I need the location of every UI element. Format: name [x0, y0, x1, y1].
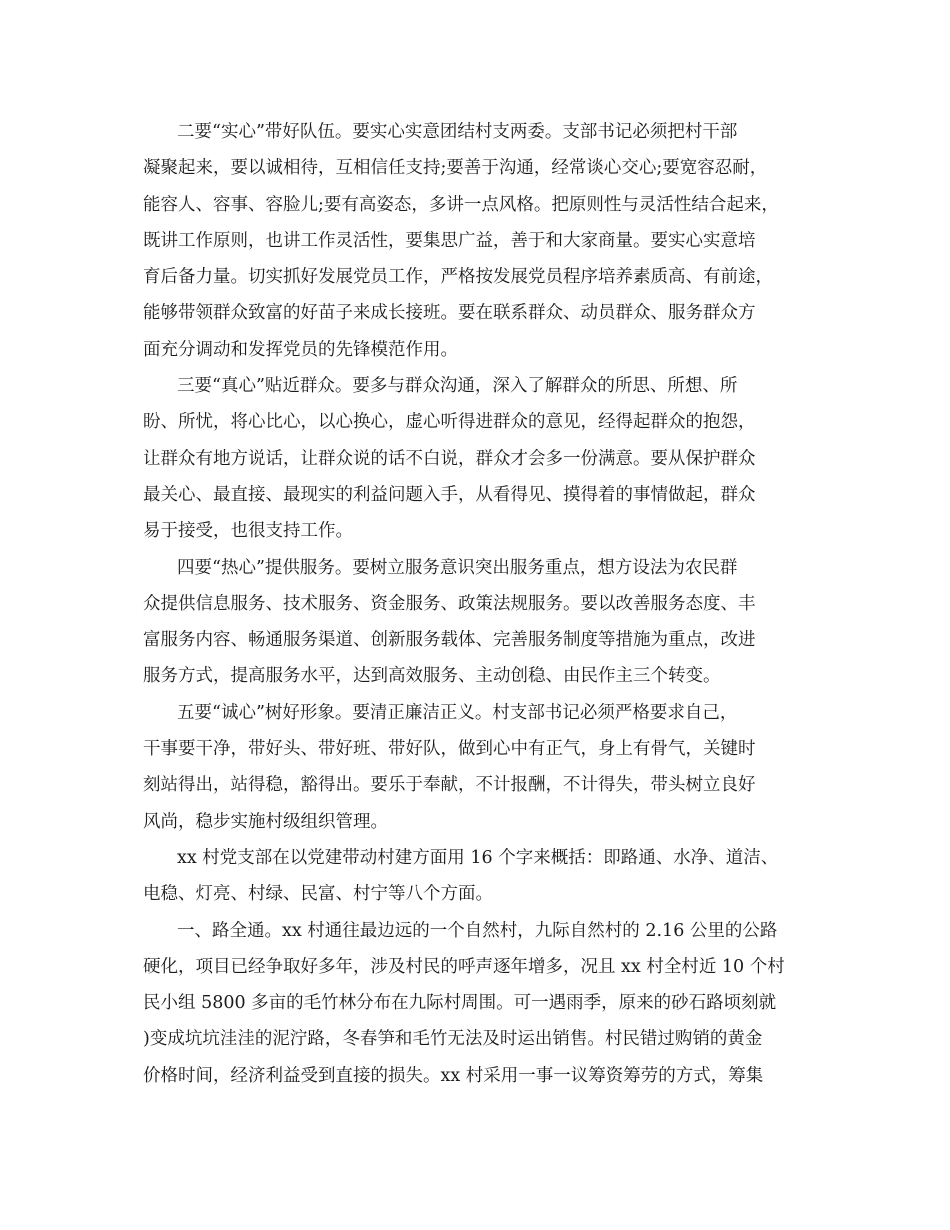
- text-line: 能够带领群众致富的好苗子来成长接班。要在联系群众、动员群众、服务群众方: [143, 303, 756, 324]
- text-line: xx 村党支部在以党建带动村建方面用 16 个字来概括：即路通、水净、道洁、: [177, 847, 779, 868]
- text-line: 育后备力量。切实抓好发展党员工作，严格按发展党员程序培养素质高、有前途，: [143, 267, 773, 288]
- text-line: 众提供信息服务、技术服务、资金服务、政策法规服务。要以改善服务态度、丰: [143, 593, 756, 614]
- text-line: 五要“诚心”树好形象。要清正廉洁正义。村支部书记必须严格要求自己，: [177, 702, 738, 723]
- text-line: 服务方式，提高服务水平，达到高效服务、主动创稳、由民作主三个转变。: [143, 666, 721, 687]
- text-line: 二要“实心”带好队伍。要实心实意团结村支两委。支部书记必须把村干部: [177, 122, 738, 142]
- text-line: 让群众有地方说话，让群众说的话不白说，群众才会多一份满意。要从保护群众: [143, 448, 756, 469]
- text-line: 能容人、容事、容脸儿;要有高姿态，多讲一点风格。把原则性与灵活性结合起来，: [143, 194, 779, 215]
- text-line: 最关心、最直接、最现实的利益问题入手，从看得见、摸得着的事情做起，群众: [143, 484, 756, 505]
- text-line: 易于接受，也很支持工作。: [143, 521, 353, 542]
- paragraph: [143, 695, 823, 840]
- paragraph: [143, 114, 823, 368]
- text-line: 风尚，稳步实施村级组织管理。: [143, 811, 388, 832]
- text-line: 既讲工作原则，也讲工作灵活性，要集思广益，善于和大家商量。要实心实意培: [143, 230, 756, 251]
- paragraph: [143, 913, 823, 1094]
- text-line: 一、路全通。xx 村通往最边远的一个自然村，九际自然村的 2.16 公里的公路: [177, 920, 778, 941]
- text-line: 面充分调动和发挥党员的先锋模范作用。: [143, 339, 458, 360]
- text-line: 干事要干净，带好头、带好班、带好队，做到心中有正气，身上有骨气，关键时: [143, 739, 756, 760]
- text-line: 硬化，项目已经争取好多年，涉及村民的呼声逐年增多，况且 xx 村全村近 10 个村: [143, 956, 785, 977]
- paragraph: [143, 368, 823, 549]
- document-body: [143, 114, 823, 1094]
- text-line: 三要“真心”贴近群众。要多与群众沟通，深入了解群众的所思、所想、所: [177, 376, 738, 397]
- text-line: 价格时间，经济利益受到直接的损失。xx 村采用一事一议筹资筹劳的方式，筹集: [143, 1065, 764, 1086]
- text-line: 四要“热心”提供服务。要树立服务意识突出服务重点，想方设法为农民群: [177, 557, 738, 578]
- text-line: 民小组 5800 多亩的毛竹林分布在九际村周围。可一遇雨季，原来的砂石路顷刻就: [143, 993, 777, 1014]
- paragraph: [143, 840, 823, 913]
- text-line: 刻站得出，站得稳，豁得出。要乐于奉献，不计报酬，不计得失，带头树立良好: [143, 775, 756, 796]
- text-line: 盼、所忧，将心比心，以心换心，虚心听得进群众的意见，经得起群众的抱怨，: [143, 412, 756, 433]
- text-line: )变成坑坑洼洼的泥泞路，冬春笋和毛竹无法及时运出销售。村民错过购销的黄金: [143, 1029, 763, 1050]
- paragraph: [143, 550, 823, 695]
- text-line: 电稳、灯亮、村绿、民富、村宁等八个方面。: [143, 884, 493, 905]
- text-line: 凝聚起来，要以诚相待，互相信任支持;要善于沟通，经常谈心交心;要宽容忍耐，: [143, 158, 768, 179]
- text-line: 富服务内容、畅通服务渠道、创新服务载体、完善服务制度等措施为重点，改进: [143, 630, 756, 651]
